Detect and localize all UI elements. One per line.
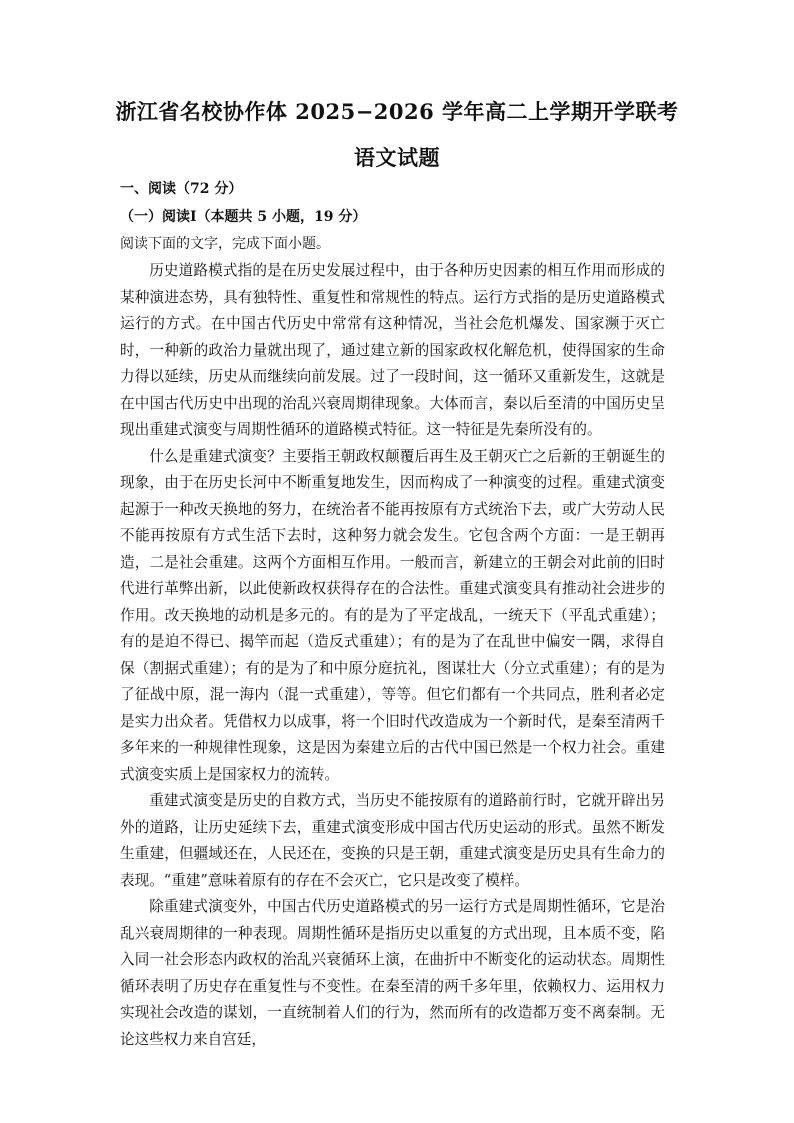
- passage-paragraph-3: 重建式演变是历史的自救方式，当历史不能按原有的道路前行时，它就开辟出另外的道路，让历史延续下去，重建式演变形成中国古代历史运动的形式。虽然不断发生重建，但疆域还在，人民还在，变换的只是王朝，重建式演变是历史具有生命力的表现。“重建”意味着原有的存在不会灭亡，它只是改变了模样。: [120, 792, 665, 889]
- passage-paragraph-4: 除重建式演变外，中国古代历史道路模式的另一运行方式是周期性循环，它是治乱兴衰周期律的一种表现。周期性循环是指历史以重复的方式出现，且本质不变，陷入同一社会形态内政权的治乱兴衰循环上演，在曲折中不断变化的运动状态。周期性循环表明了历史存在重复性与不变性。在秦至清的两千多年里，依赖权力、运用权力实现社会改造的谋划，一直统制着人们的行为，然而所有的改造都万变不离秦制。无论这些权力来自宫廷，: [120, 898, 665, 1048]
- reading-passage: [120, 258, 665, 1053]
- section-heading: 一、阅读（72 分）: [120, 181, 243, 197]
- passage-paragraph-1: 历史道路模式指的是在历史发展过程中，由于各种历史因素的相互作用而形成的某种演进态势，具有独特性、重复性和常规性的特点。运行方式指的是历史道路模式运行的方式。在中国古代历史中常常有这种情况，当社会危机爆发、国家濒于灭亡时，一种新的政治力量就出现了，通过建立新的国家政权化解危机，使得国家的生命力得以延续，历史从而继续向前发展。过了一段时间，这一循环又重新发生，这就是在中国古代历史中出现的治乱兴衰周期律现象。大体而言，秦以后至清的中国历史呈现出重建式演变与周期性循环的道路模式特征。这一特征是先秦所没有的。: [120, 262, 665, 438]
- document-title: 浙江省名校协作体 2025−2026 学年高二上学期开学联考: [115, 99, 679, 124]
- subsection-heading: （一）阅读Ⅰ（本题共 5 小题，19 分）: [120, 209, 367, 225]
- passage-paragraph-2: 什么是重建式演变？主要指王朝政权颠覆后再生及王朝灭亡之后新的王朝诞生的现象，由于在历史长河中不断重复地发生，因而构成了一种演变的过程。重建式演变起源于一种改天换地的努力，在统治者不能再按原有方式统治下去，或广大劳动人民不能再按原有方式生活下去时，这种努力就会发生。它包含两个方面：一是王朝再造，二是社会重建。这两个方面相互作用。一般而言，新建立的王朝会对此前的旧时代进行革弊出新，以此使新政权获得存在的合法性。重建式演变具有推动社会进步的作用。改天换地的动机是多元的。有的是为了平定战乱，一统天下（平乱式重建）；有的是迫不得已、揭竿而起（造反式重建）；有的是为了在乱世中偏安一隅，求得自保（割据式重建）；有的是为了和中原分庭抗礼，图谋壮大（分立式重建）；有的是为了征战中原，混一海内（混一式重建），等等。但它们都有一个共同点，胜利者必定是实力出众者。凭借权力以成事，将一个旧时代改造成为一个新时代，是秦至清两千多年来的一种规律性现象，这是因为秦建立后的古代中国已然是一个权力社会。重建式演变实质上是国家权力的流转。: [120, 447, 665, 783]
- document-subject-title: 语文试题: [354, 145, 440, 170]
- reading-instruction: 阅读下面的文字，完成下面小题。: [120, 236, 330, 252]
